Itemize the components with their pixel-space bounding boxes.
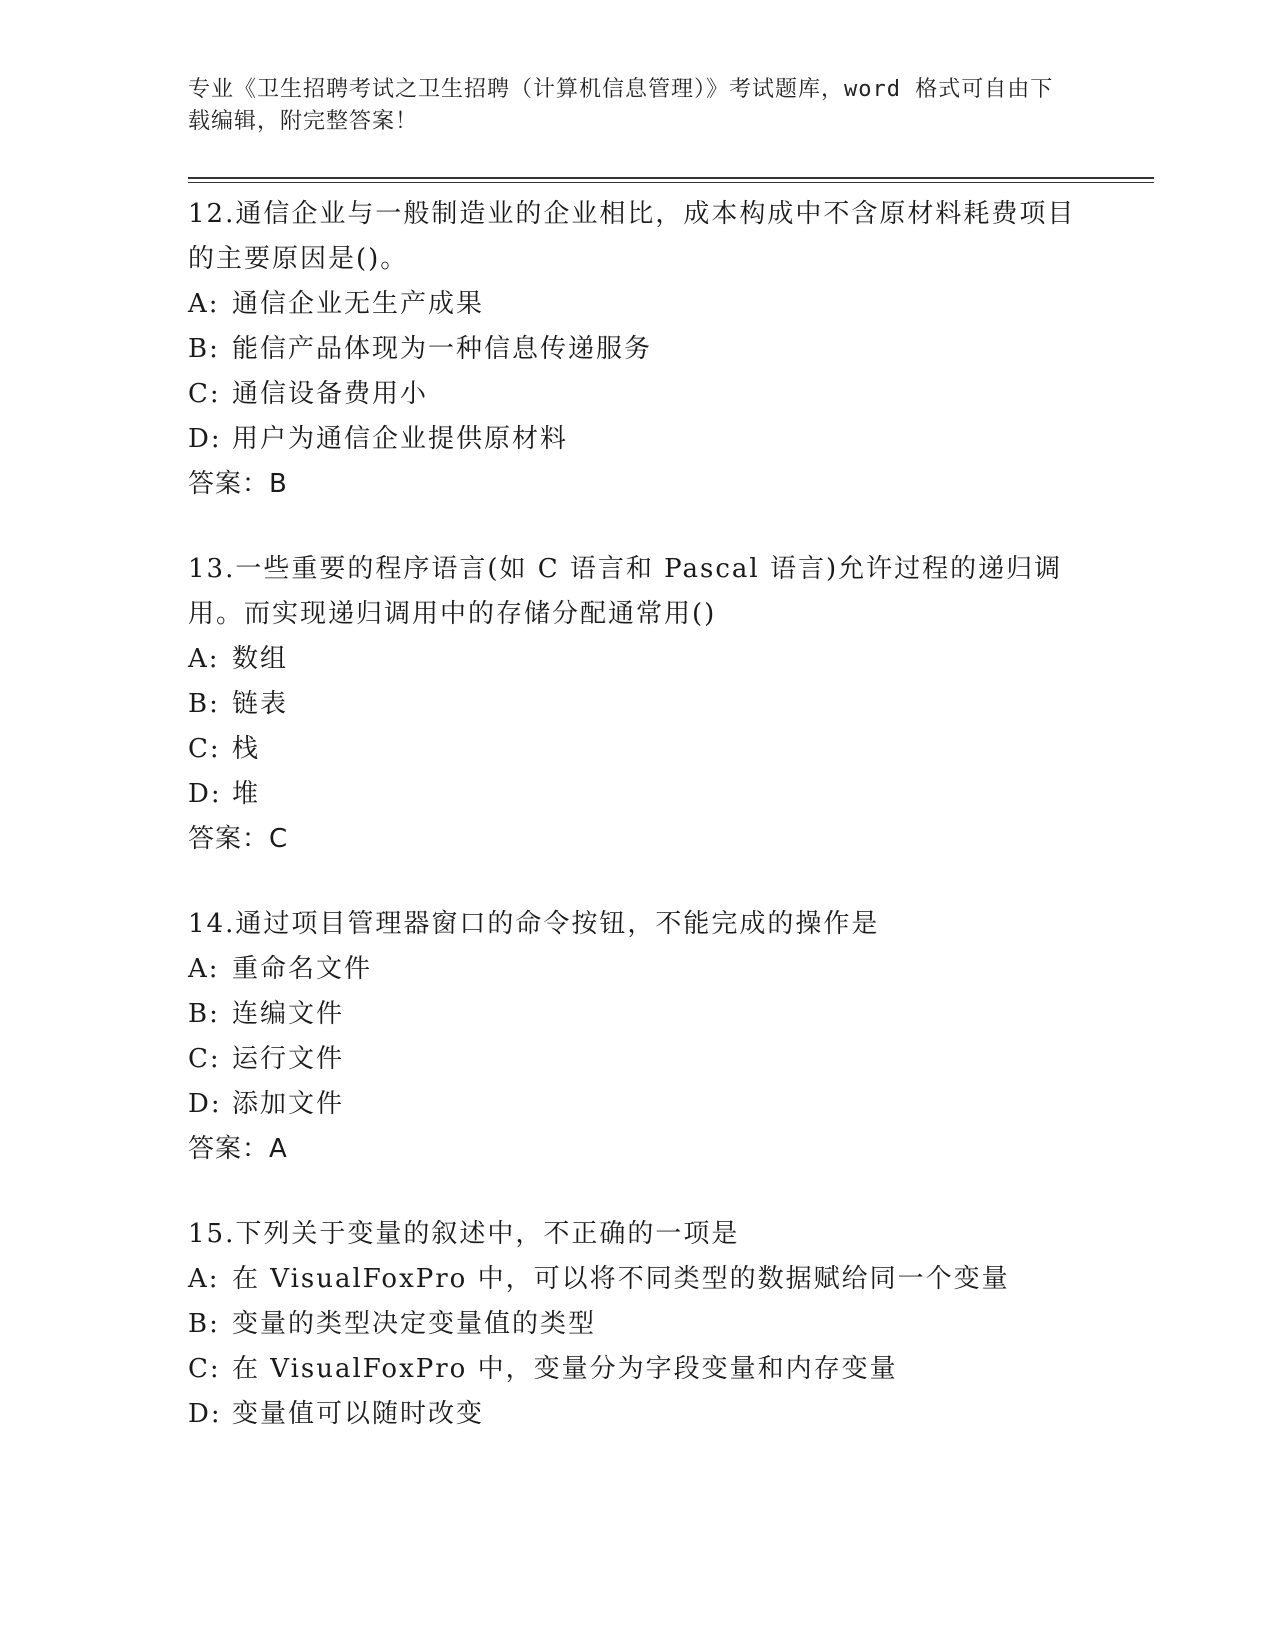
option-text: 在 VisualFoxPro 中，变量分为字段变量和内存变量 bbox=[232, 1354, 898, 1384]
option-b bbox=[188, 1302, 1088, 1347]
option-letter: B: bbox=[188, 999, 220, 1029]
question-stem: 13.一些重要的程序语言(如 C 语言和 Pascal 语言)允许过程的递归调用。而实现递归调用中的存储分配通常用() bbox=[188, 554, 1063, 629]
option-a bbox=[188, 637, 1088, 682]
option-c bbox=[188, 372, 1088, 417]
option-a bbox=[188, 1257, 1088, 1302]
option-text: 数组 bbox=[232, 644, 289, 674]
option-letter: B: bbox=[188, 1309, 220, 1339]
option-d bbox=[188, 772, 1088, 817]
option-letter: C: bbox=[188, 1354, 221, 1384]
answer-label: 答案：B bbox=[188, 469, 288, 499]
option-letter: D: bbox=[188, 779, 222, 809]
option-text: 通信企业无生产成果 bbox=[232, 289, 485, 319]
option-text: 在 VisualFoxPro 中，可以将不同类型的数据赋给同一个变量 bbox=[232, 1264, 1010, 1294]
option-text: 重命名文件 bbox=[232, 954, 373, 984]
option-letter: C: bbox=[188, 1044, 221, 1074]
option-letter: A: bbox=[188, 644, 220, 674]
document-intro: 专业《卫生招聘考试之卫生招聘（计算机信息管理）》考试题库，word 格式可自由下载编辑，附完整答案！ bbox=[188, 77, 1054, 134]
option-letter: C: bbox=[188, 734, 221, 764]
option-letter: A: bbox=[188, 289, 220, 319]
option-b bbox=[188, 992, 1088, 1037]
question-12 bbox=[188, 192, 1088, 507]
option-text: 能信产品体现为一种信息传递服务 bbox=[232, 334, 653, 364]
option-d bbox=[188, 1082, 1088, 1127]
question-15 bbox=[188, 1212, 1088, 1437]
option-c bbox=[188, 1037, 1088, 1082]
option-a bbox=[188, 282, 1088, 327]
option-d bbox=[188, 417, 1088, 462]
option-text: 通信设备费用小 bbox=[232, 379, 429, 409]
option-letter: D: bbox=[188, 1089, 222, 1119]
option-text: 栈 bbox=[232, 734, 261, 764]
option-letter: B: bbox=[188, 689, 220, 719]
option-b bbox=[188, 327, 1088, 372]
question-stem: 15.下列关于变量的叙述中，不正确的一项是 bbox=[188, 1219, 740, 1249]
option-text: 运行文件 bbox=[232, 1044, 345, 1074]
question-stem: 12.通信企业与一般制造业的企业相比，成本构成中不含原材料耗费项目的主要原因是()。 bbox=[188, 199, 1076, 274]
question-stem: 14.通过项目管理器窗口的命令按钮，不能完成的操作是 bbox=[188, 909, 880, 939]
option-text: 变量的类型决定变量值的类型 bbox=[232, 1309, 597, 1339]
header-divider-secondary bbox=[188, 182, 1154, 183]
option-letter: A: bbox=[188, 1264, 220, 1294]
option-text: 堆 bbox=[232, 779, 261, 809]
answer-label: 答案：C bbox=[188, 824, 289, 854]
question-list bbox=[188, 192, 1088, 1477]
option-letter: D: bbox=[188, 424, 222, 454]
option-text: 变量值可以随时改变 bbox=[232, 1399, 485, 1429]
question-14 bbox=[188, 902, 1088, 1172]
option-text: 添加文件 bbox=[232, 1089, 345, 1119]
header-divider bbox=[188, 177, 1154, 179]
option-text: 链表 bbox=[232, 689, 289, 719]
option-a bbox=[188, 947, 1088, 992]
option-c bbox=[188, 1347, 1088, 1392]
question-13 bbox=[188, 547, 1088, 862]
option-c bbox=[188, 727, 1088, 772]
option-d bbox=[188, 1392, 1088, 1437]
option-letter: D: bbox=[188, 1399, 222, 1429]
option-text: 连编文件 bbox=[232, 999, 345, 1029]
option-letter: A: bbox=[188, 954, 220, 984]
option-text: 用户为通信企业提供原材料 bbox=[232, 424, 569, 454]
option-b bbox=[188, 682, 1088, 727]
option-letter: B: bbox=[188, 334, 220, 364]
answer-label: 答案：A bbox=[188, 1134, 288, 1164]
option-letter: C: bbox=[188, 379, 221, 409]
